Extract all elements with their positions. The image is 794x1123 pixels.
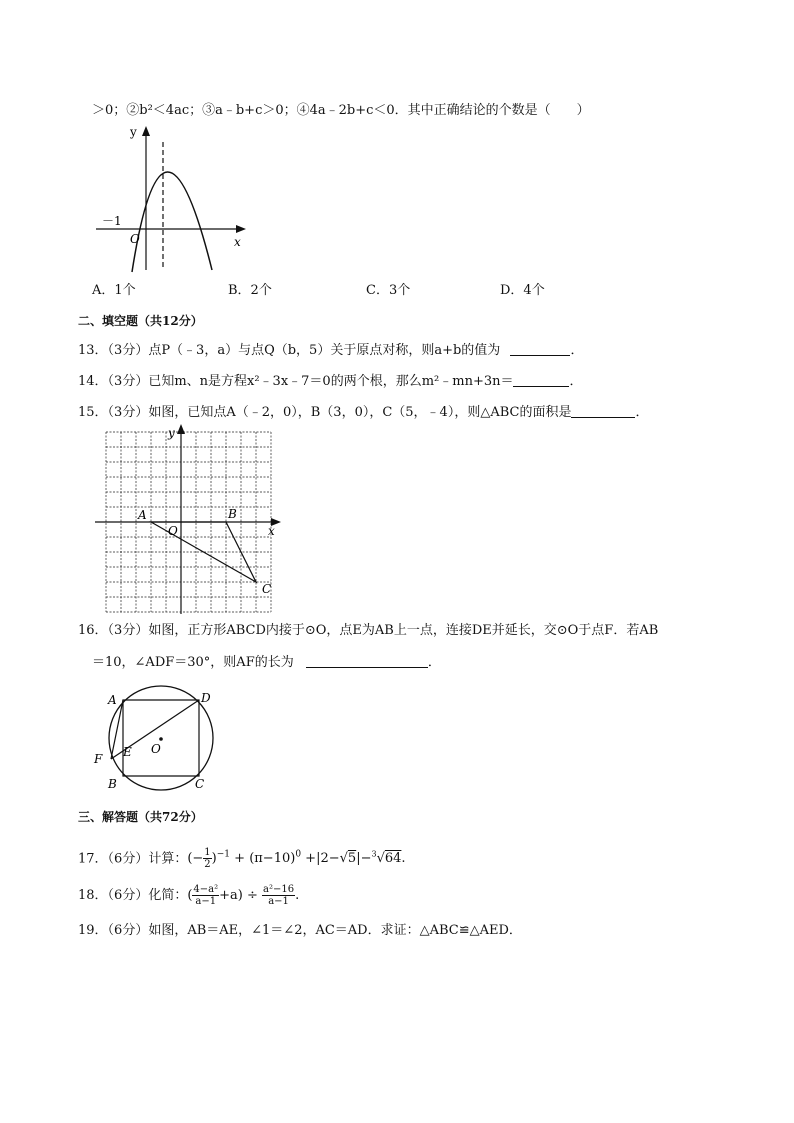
- q18-prefix: 18．（6分）化简：: [78, 888, 188, 903]
- section3-title: 三、解答题（共72分）: [78, 810, 203, 824]
- q12-option-a: A．1个: [92, 283, 136, 298]
- q15-b-label: B: [228, 507, 237, 521]
- q14: [78, 372, 583, 391]
- q12-option-d: D．4个: [500, 283, 545, 298]
- q18-expr: ( $\frac{\text{4−a²}}{a-1}$ +a) ÷ $\frac{\text{a²−16}}{a-1}$ .: [187, 884, 300, 907]
- q16-line2-text: ＝10，∠ADF＝30°，则AF的长为: [92, 655, 294, 670]
- q15-end: ．: [635, 405, 649, 420]
- q15-a-label: A: [138, 508, 147, 522]
- q16-a-label: A: [108, 693, 117, 707]
- q14-text: 14．（3分）已知m、n是方程x²﹣3x﹣7＝0的两个根，那么m²﹣mn+3n＝: [78, 374, 514, 389]
- q12-tail: ＞0；②b²＜4ac；③a﹣b+c＞0；④4a﹣2b+c＜0．其中正确结论的个数是（ ）: [92, 103, 590, 118]
- q16-o-label: O: [151, 742, 161, 756]
- q15: [78, 403, 648, 422]
- q17-prefix: 17．（6分）计算：: [78, 851, 188, 867]
- q18: [78, 884, 299, 914]
- q15-c-label: C: [262, 582, 272, 596]
- q16-e-label: E: [123, 745, 132, 759]
- q13: [78, 341, 583, 360]
- q13-answer-blank: [510, 341, 570, 356]
- q16-d-label: D: [201, 691, 211, 705]
- q13-text: 13．（3分）点P（﹣3，a）与点Q（b，5）关于原点对称，则a+b的值为: [78, 343, 501, 358]
- q12-o-label: O: [130, 232, 140, 246]
- q15-o-label: O: [168, 524, 178, 538]
- q14-end: ．: [569, 374, 583, 389]
- q16-f-label: F: [94, 752, 103, 766]
- q12-y-label: y: [130, 125, 137, 139]
- q12-parabola-graph: [92, 122, 252, 272]
- q12-neg1-label: －1: [102, 214, 122, 228]
- section2-title: 二、填空题（共12分）: [78, 314, 203, 328]
- q12-option-c: C．3个: [366, 283, 411, 298]
- q16-circle-figure: [92, 684, 222, 794]
- q12-x-label: x: [234, 235, 241, 249]
- q16-answer-blank: [306, 653, 428, 668]
- q16-c-label: C: [195, 777, 205, 791]
- q15-x-label: x: [268, 524, 275, 538]
- q17: [78, 846, 406, 872]
- q12-option-b: B．2个: [228, 283, 272, 298]
- q15-grid-figure: [95, 424, 285, 614]
- q15-answer-blank: [571, 403, 635, 418]
- q15-y-label: y: [168, 426, 175, 440]
- q17-expr: (− $\frac{1}{2}$ )$^{-1} + (\pi-10)^0 +|2-√5|-^3√64$.: [187, 847, 406, 871]
- q19: 19．（6分）如图，AB＝AE，∠1＝∠2，AC＝AD．求证：△ABC≌△AED．: [78, 923, 522, 938]
- q15-text: 15．（3分）如图，已知点A（﹣2，0），B（3，0），C（5，﹣4），则△ABC的面积是: [78, 405, 572, 420]
- q16-b-label: B: [108, 777, 117, 791]
- q13-end: ．: [570, 343, 584, 358]
- q16-line2: [92, 653, 441, 672]
- q16-end: ．: [427, 655, 441, 670]
- q16-line1: 16．（3分）如图，正方形ABCD内接于⊙O，点E为AB上一点，连接DE并延长，交⊙O于点F．若AB: [78, 623, 659, 638]
- q14-answer-blank: [513, 372, 569, 387]
